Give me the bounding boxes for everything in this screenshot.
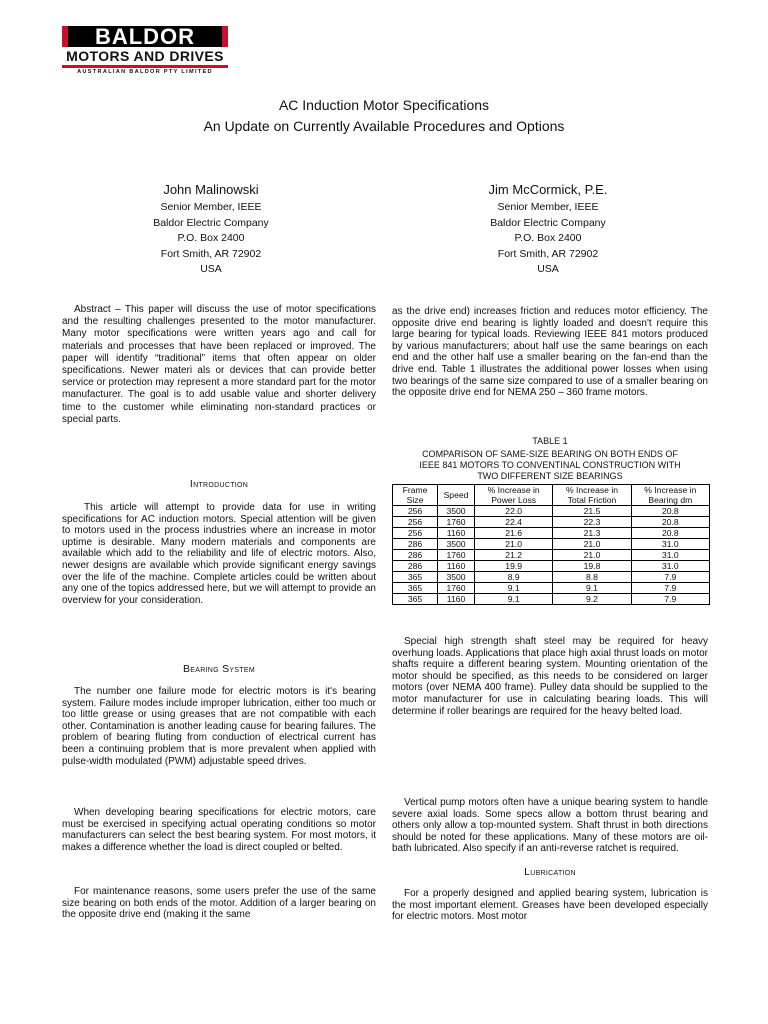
table-cell: 7.9 xyxy=(631,583,709,594)
table-cell: 3500 xyxy=(438,506,475,517)
table-cell: 1160 xyxy=(438,561,475,572)
header-bearing-dm: % Increase in Bearing dm xyxy=(631,485,709,506)
paper-title: AC Induction Motor Specifications xyxy=(278,97,490,113)
table-cell: 1160 xyxy=(438,528,475,539)
table-cell: 286 xyxy=(393,550,438,561)
paragraph: The number one failure mode for electric motors is it's bearing system. Failure modes include improper lubrication, either too much or too little grease or using greases that are not compatible with each other. Contamination is another leading cause for bearing failures. The problem of bearing fluting from conduction of electrical current has been a continuing problem that is more prevalent when applied with pulse-width modulated (PWM) adjustable speed drives. xyxy=(62,686,376,767)
header-frame-size: Frame Size xyxy=(393,485,438,506)
author-block-1 xyxy=(86,180,336,278)
table-caption-line: COMPARISON OF SAME-SIZE BEARING ON BOTH ENDS OF xyxy=(422,449,678,459)
logo-brand: BALDOR xyxy=(62,26,228,47)
bearing-body-2 xyxy=(62,807,376,853)
paragraph: Vertical pump motors often have a unique bearing system to handle severe axial loads. Some specs allow a bottom thrust bearing and others only allow a top-mounted system. Shaft thrust in both directions should be noted for these applications. Many of these motors are oil-bath lubricated. Also specify if an anti-reverse ratchet is required. xyxy=(392,797,708,855)
table-cell: 286 xyxy=(393,561,438,572)
table-cell: 21.0 xyxy=(475,539,553,550)
table-cell: 21.3 xyxy=(553,528,631,539)
table-cell: 22.4 xyxy=(475,517,553,528)
table-cell: 8.8 xyxy=(553,572,631,583)
table-row xyxy=(393,572,710,583)
section-heading-introduction: Introduction xyxy=(189,478,249,490)
table-cell: 1160 xyxy=(438,594,475,605)
author-company: Baldor Electric Company xyxy=(490,216,606,229)
logo-tagline: MOTORS AND DRIVES xyxy=(66,48,224,64)
table-cell: 20.8 xyxy=(631,506,709,517)
table-label: TABLE 1 xyxy=(532,436,568,446)
bearing-comparison-table xyxy=(392,484,710,605)
company-logo xyxy=(62,26,228,76)
paragraph: For maintenance reasons, some users prefer the use of the same size bearing on both ends of the motor. Addition of a larger bearing on the opposite drive end (making it the same xyxy=(62,886,376,921)
right-paragraph-2 xyxy=(392,636,708,717)
table-row xyxy=(393,506,710,517)
author-name: John Malinowski xyxy=(163,182,259,197)
right-paragraph-3 xyxy=(392,797,708,855)
table-cell: 7.9 xyxy=(631,594,709,605)
header-total-friction: % Increase in Total Friction xyxy=(553,485,631,506)
table-cell: 19.9 xyxy=(475,561,553,572)
table-cell: 365 xyxy=(393,572,438,583)
table-row xyxy=(393,561,710,572)
table-cell: 21.2 xyxy=(475,550,553,561)
table-cell: 1760 xyxy=(438,550,475,561)
table-cell: 21.0 xyxy=(553,550,631,561)
table-header-row xyxy=(393,485,710,506)
table-cell: 21.0 xyxy=(553,539,631,550)
table-cell: 9.1 xyxy=(475,594,553,605)
author-block-2 xyxy=(423,180,673,278)
table-row xyxy=(393,517,710,528)
table-row xyxy=(393,550,710,561)
author-name: Jim McCormick, P.E. xyxy=(488,182,608,197)
table-cell: 21.5 xyxy=(553,506,631,517)
author-affiliation: Senior Member, IEEE xyxy=(497,201,599,213)
table-cell: 31.0 xyxy=(631,561,709,572)
author-company: Baldor Electric Company xyxy=(153,216,269,229)
table-cell: 365 xyxy=(393,594,438,605)
introduction-body xyxy=(62,502,376,606)
table-cell: 20.8 xyxy=(631,517,709,528)
table-cell: 31.0 xyxy=(631,539,709,550)
section-heading-lubrication: Lubrication xyxy=(524,866,576,878)
author-pobox: P.O. Box 2400 xyxy=(514,232,582,245)
table-row xyxy=(393,539,710,550)
table-cell: 286 xyxy=(393,539,438,550)
table-cell: 9.1 xyxy=(475,583,553,594)
paragraph: For a properly designed and applied bearing system, lubrication is the most important element. Greases have been developed especially for electric motors. Most motor xyxy=(392,888,708,923)
table-row xyxy=(393,594,710,605)
logo-subline: AUSTRALIAN BALDOR PTY LIMITED xyxy=(77,69,213,75)
table-cell: 256 xyxy=(393,506,438,517)
table-cell: 22.0 xyxy=(475,506,553,517)
right-paragraph-1 xyxy=(392,306,708,399)
table-cell: 7.9 xyxy=(631,572,709,583)
abstract-text: Abstract – This paper will discuss the use of motor specifications and the resulting challenges presented to the motor manufacturer. Many motor specifications were written years ago and call for materials and processes that have been replaced or improved. The paper will identify “traditional” items that often appear on older specifications. Newer materi als or devices that can provide better service or protection may represent a more standard part for the motor manufacturer. The goal is to add usable value and shorter delivery time to the customer while eliminating non-standard practices or special parts. xyxy=(62,304,376,425)
table-cell: 19.8 xyxy=(553,561,631,572)
table-cell: 31.0 xyxy=(631,550,709,561)
author-pobox: P.O. Box 2400 xyxy=(177,232,245,245)
abstract xyxy=(62,304,376,426)
table-cell: 365 xyxy=(393,583,438,594)
author-city: Fort Smith, AR 72902 xyxy=(497,247,599,260)
paragraph: This article will attempt to provide data for use in writing specifications for AC induction motors. Special attention will be given to motors used in the process industries where an increase in motor uptime is desirable. Many modern materials and components are available which add to the reliability and life of electric motors. Also, newer designs are available which provide significant energy savings over the life of the machine. Complete articles could be written about any one of the topics addressed here, but we will attempt to provide an overview for your consideration. xyxy=(62,502,376,606)
author-country: USA xyxy=(537,263,559,276)
bearing-body-3 xyxy=(62,886,376,921)
table-row xyxy=(393,583,710,594)
table-caption-line: IEEE 841 MOTORS TO CONVENTINAL CONSTRUCTION WITH xyxy=(419,460,681,470)
paragraph: When developing bearing specifications for electric motors, care must be exercised in specifying actual operating conditions so motor manufacturers can select the best bearing system. For most motors, it makes a difference whether the load is direct coupled or belted. xyxy=(62,807,376,853)
table-row xyxy=(393,528,710,539)
table-cell: 256 xyxy=(393,517,438,528)
table-cell: 3500 xyxy=(438,539,475,550)
table-cell: 22.3 xyxy=(553,517,631,528)
table-cell: 1760 xyxy=(438,583,475,594)
header-speed: Speed xyxy=(438,485,475,506)
header-power-loss: % Increase in Power Loss xyxy=(475,485,553,506)
table-cell: 8.9 xyxy=(475,572,553,583)
section-heading-bearing-system: Bearing System xyxy=(182,663,256,675)
paragraph: as the drive end) increases friction and reduces motor efficiency. The opposite drive end bearing is lightly loaded and doesn't require this large bearing for typical loads. Reviewing IEEE 841 motors produced by various manufacturers; about half use the same bearings on each end and the other half use a smaller bearing on the fan-end than the drive end. Table 1 illustrates the additional power losses when using two bearings of the same size compared to use of a smaller bearing on the opposite drive end for NEMA 250 – 360 frame motors. xyxy=(392,306,708,399)
author-city: Fort Smith, AR 72902 xyxy=(160,247,262,260)
author-affiliation: Senior Member, IEEE xyxy=(160,201,262,213)
table-cell: 1760 xyxy=(438,517,475,528)
table-cell: 256 xyxy=(393,528,438,539)
table-cell: 21.6 xyxy=(475,528,553,539)
table-cell: 9.1 xyxy=(553,583,631,594)
table-caption-line: TWO DIFFERENT SIZE BEARINGS xyxy=(477,471,623,481)
table-cell: 3500 xyxy=(438,572,475,583)
table-cell: 9.2 xyxy=(553,594,631,605)
paper-subtitle: An Update on Currently Available Procedures and Options xyxy=(203,118,565,134)
right-paragraph-4 xyxy=(392,888,708,923)
table-cell: 20.8 xyxy=(631,528,709,539)
author-country: USA xyxy=(200,263,222,276)
paragraph: Special high strength shaft steel may be required for heavy overhung loads. Applications that place high axial thrust loads on motor shafts require a different bearing system. Mounting orientation of the motor should be specified, as this needs to be considered on larger motors (over NEMA 400 frame). Pulley data should be supplied to the motor manufacturer for use in calculating bearing loads. This will determine if roller bearings are required for the heavy belted load. xyxy=(392,636,708,717)
bearing-body-1 xyxy=(62,686,376,767)
